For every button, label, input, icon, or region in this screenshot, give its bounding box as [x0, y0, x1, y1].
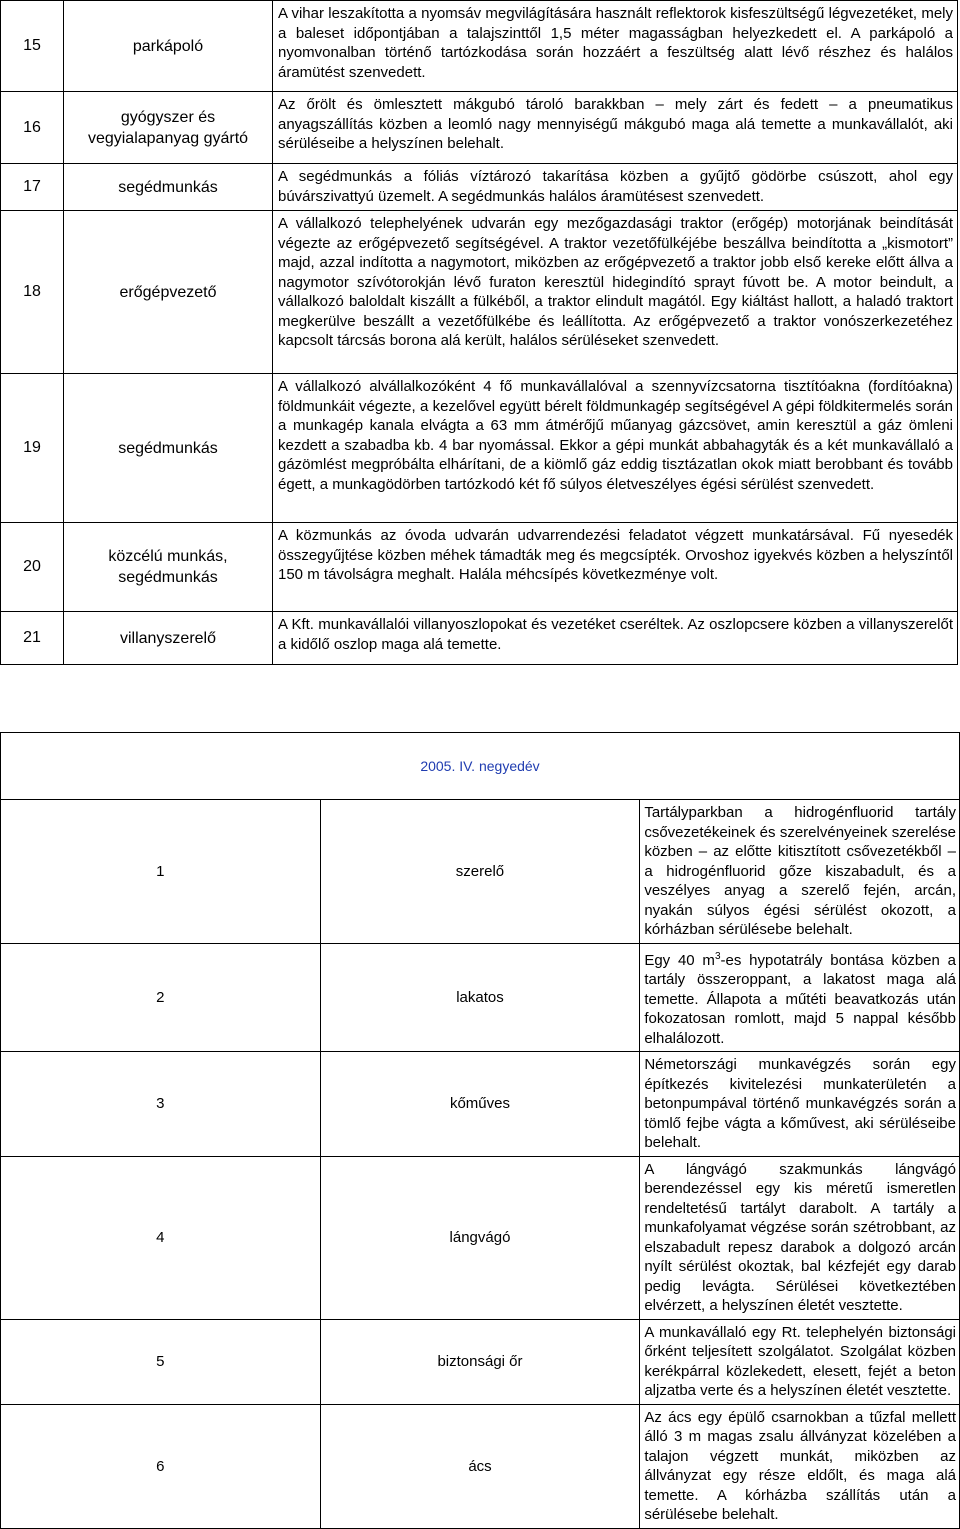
- row-number: 16: [1, 92, 64, 164]
- accident-description: Az ács egy épülő csarnokban a tűzfal mellett álló 3 m magas zsalu állványzat közelében a talajon végzett munkát, miközben az állványzat egy része eldőlt, és maga alá temette. A kórházba szállítás után a sérülésebe belehalt.: [640, 1404, 960, 1528]
- table-row: [1, 374, 958, 523]
- row-number: 15: [1, 1, 64, 92]
- table-row: [1, 1404, 960, 1528]
- occupation: biztonsági őr: [320, 1319, 640, 1404]
- accident-description: A közmunkás az óvoda udvarán udvarrendezési feladatot végzett munkatársával. Fű nyesedék összegyűjtése közben méhek támadták meg és megcsípték. Orvoshoz igyekvés közben a helyszíntől 150 m távolságra meghalt. Halála méhcsípés következménye volt.: [273, 523, 958, 612]
- description-text: Egy 40 m: [644, 951, 715, 969]
- row-number: 18: [1, 211, 64, 374]
- occupation: közcélú munkás, segédmunkás: [64, 523, 273, 612]
- row-number: 2: [1, 943, 321, 1052]
- row-number: 6: [1, 1404, 321, 1528]
- occupation: segédmunkás: [64, 374, 273, 523]
- accident-table-2005-q4: [0, 732, 960, 1529]
- occupation: lángvágó: [320, 1156, 640, 1319]
- occupation: villanyszerelő: [64, 612, 273, 665]
- row-number: 20: [1, 523, 64, 612]
- table-row: [1, 211, 958, 374]
- occupation: segédmunkás: [64, 164, 273, 211]
- accident-description: A Kft. munkavállalói villanyoszlopokat és vezetéket cseréltek. Az oszlopcsere közben a villanyszerelőt a kidőlő oszlop maga alá temette.: [273, 612, 958, 665]
- table-row: [1, 92, 958, 164]
- table-row: [1, 164, 958, 211]
- accident-description: Tartályparkban a hidrogénfluorid tartály csővezetékeinek és szerelvényeinek szerelése közben – az előtte kitisztított csővezetékből – a hidrogénfluorid gőze kiszabadult, és a veszélyes anyag a szerelő fején, arcán, nyakán súlyos égési sérülést okozott, a kórházban sérülésebe belehalt.: [640, 800, 960, 944]
- occupation: kőműves: [320, 1052, 640, 1157]
- row-number: 3: [1, 1052, 321, 1157]
- occupation: ács: [320, 1404, 640, 1528]
- accident-description: A segédmunkás a fóliás víztározó takarítása közben a gyűjtő gödörbe csúszott, ahol egy búvárszivattyú üzemelt. A segédmunkás halálos áramütésest szenvedett.: [273, 164, 958, 211]
- table-row: [1, 612, 958, 665]
- description-text: -es hypotatrály bontása közben a tartály összeroppant, a lakatost maga alá temette. Állapota a műtéti beavatkozás után fokozatosan romlott, majd 5 nappal később elhalálozott.: [644, 951, 956, 1047]
- accident-description: Németországi munkavégzés során egy építkezés kivitelezési munkaterületén a betonpumpával történő munkavégzés során a tömlő fejbe vágta a kőművest, aki sérüléseibe belehalt.: [640, 1052, 960, 1157]
- table-row: [1, 800, 960, 944]
- accident-description: A vállalkozó alvállalkozóként 4 fő munkavállalóval a szennyvízcsatorna tisztítóakna (fordítóakna) földmunkáit végezte, a kezelővel együtt bérelt földmunkagép segítségével A gépi földkitermelés során a munkagép kanala elvágta a 63 mm átmérőjű műanyag gázcsövet, amin keresztül a gáz ömleni kezdett a szabadba kb. 4 bar nyomással. Ekkor a gépi munkát abbahagyták és a két munkavállaló a gázömlést megpróbálta elhárítani, de a kiömlő gáz eddig tisztázatlan okok miatt berobbant és tovább égett, a munkagödörben tartózkodó két fő súlyos életveszélyes égési sérülést szenvedett.: [273, 374, 958, 523]
- accident-description: Az őrölt és ömlesztett mákgubó tároló barakkban – mely zárt és fedett – a pneumatikus anyagszállítás közben a leomló nagy mennyiségű mákgubó maga alá temette a munkavállalót, aki sérüléseibe a helyszínen belehalt.: [273, 92, 958, 164]
- occupation: erőgépvezető: [64, 211, 273, 374]
- accident-description: A vihar leszakította a nyomsáv megvilágítására használt reflektorok kisfeszültségű légvezetéket, mely a baleset időpontjában a talajszinttől 1,5 méter magasságban helyezkedett el. A parkápoló a nyomvonalban történő tartózkodása során hozzáért a feszültség alatt lévő részhez és halálos áramütést szenvedett.: [273, 1, 958, 92]
- occupation: parkápoló: [64, 1, 273, 92]
- superscript-text: 3: [714, 950, 721, 962]
- accident-description: A lángvágó szakmunkás lángvágó berendezéssel egy kis méretű ismeretlen rendeltetésű tartályt darabolt. A tartály a munkafolyamat végzése során szétrobbant, az elszabadult repesz darabok a dolgozó arcán nyílt sérülést okoztak, bal kézfejét egy darab pedig levágta. Sérülései következtében elvérzett, a helyszínen életét vesztette.: [640, 1156, 960, 1319]
- accident-description: [640, 943, 960, 1052]
- row-number: 5: [1, 1319, 321, 1404]
- section-header: 2005. IV. negyedév: [1, 733, 960, 800]
- section-header-row: [1, 733, 960, 800]
- table-row: [1, 1156, 960, 1319]
- table-row: [1, 523, 958, 612]
- occupation: gyógyszer és vegyialapanyag gyártó: [64, 92, 273, 164]
- row-number: 21: [1, 612, 64, 665]
- table-row: [1, 1319, 960, 1404]
- row-number: 17: [1, 164, 64, 211]
- occupation: szerelő: [320, 800, 640, 944]
- occupation: lakatos: [320, 943, 640, 1052]
- row-number: 19: [1, 374, 64, 523]
- accident-description: A munkavállaló egy Rt. telephelyén biztonsági őrként teljesített szolgálatot. Szolgálat közben kerékpárral közlekedett, elesett, fejét a beton aljzatba verte és a helyszínen életét vesztette.: [640, 1319, 960, 1404]
- accident-table-top: [0, 0, 958, 665]
- row-number: 1: [1, 800, 321, 944]
- table-row: [1, 1052, 960, 1157]
- accident-description: A vállalkozó telephelyének udvarán egy mezőgazdasági traktor (erőgép) motorjának beindítását végezte az erőgépvezető segítségével. A traktor vezetőfülkéjébe beszállva beindította a „kismotort” majd, azzal indította a nagymotort, miközben az erőgépvezető a traktor jobb első kereke előtt állva a nagymotor szívótorokján lévő furaton keresztül hidegindító sprayt fúvott be. A motor beindult, a vállalkozó baloldalt kiszállt a fülkéből, a traktor elindult magától. Egy kiáltást hallott, a haladó traktort megkerülve beszállt a vezetőfülkébe és leállította. Az erőgépvezető a traktor vonószerkezetéhez kapcsolt tárcsás borona alá került, halálos sérüléseket szenvedett.: [273, 211, 958, 374]
- row-number: 4: [1, 1156, 321, 1319]
- table-row: [1, 1, 958, 92]
- table-row: [1, 943, 960, 1052]
